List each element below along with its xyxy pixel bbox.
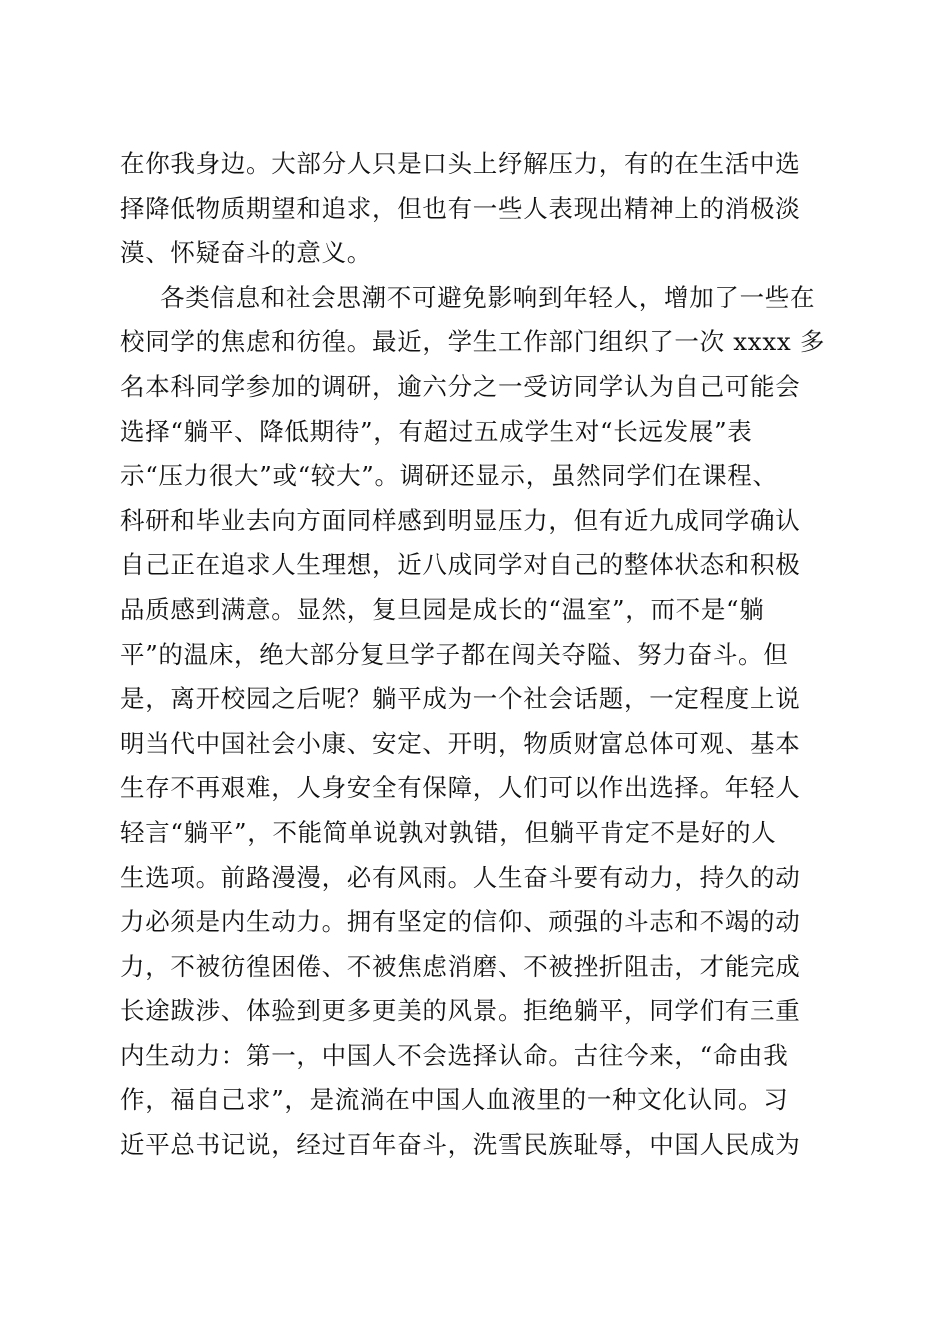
- text-line: 择降低物质期望和追求，但也有一些人表现出精神上的消极淡: [120, 193, 801, 223]
- text-line: 力必须是内生动力。拥有坚定的信仰、顽强的斗志和不竭的动: [120, 907, 801, 937]
- text-line: 生存不再艰难，人身安全有保障，人们可以作出选择。年轻人: [120, 773, 801, 803]
- text-line: 校同学的焦虑和彷徨。最近，学生工作部门组织了一次 xxxx 多: [120, 327, 826, 357]
- text-line: 在你我身边。大部分人只是口头上纾解压力，有的在生活中选: [120, 149, 801, 178]
- text-line: 轻言“躺平”，不能简单说孰对孰错，但躺平肯定不是好的人: [120, 817, 777, 847]
- text-line: 长途跋涉、体验到更多更美的风景。拒绝躺平，同学们有三重: [120, 996, 801, 1026]
- text-line: 生选项。前路漫漫，必有风雨。人生奋斗要有动力，持久的动: [120, 862, 801, 892]
- text-line: 力，不被彷徨困倦、不被焦虑消磨、不被挫折阻击，才能完成: [120, 951, 801, 981]
- text-line: 漠、怀疑奋斗的意义。: [120, 238, 372, 268]
- text-line: 名本科同学参加的调研，逾六分之一受访同学认为自己可能会: [120, 371, 801, 401]
- text-line: 品质感到满意。显然，复旦园是成长的“温室”，而不是“躺: [120, 594, 765, 624]
- text-line: 内生动力：第一，中国人不会选择认命。古往今来，“命由我: [120, 1040, 789, 1070]
- text-line: 明当代中国社会小康、安定、开明，物质财富总体可观、基本: [120, 728, 801, 758]
- text-line: 示“压力很大”或“较大”。调研还显示，虽然同学们在课程、: [120, 461, 778, 491]
- text-line: 选择“躺平、降低期待”，有超过五成学生对“长远发展”表: [120, 416, 753, 446]
- text-line: 自己正在追求人生理想，近八成同学对自己的整体状态和积极: [120, 550, 801, 580]
- paragraph-2: [120, 276, 840, 1168]
- text-line: 是，离开校园之后呢？躺平成为一个社会话题，一定程度上说: [120, 684, 801, 714]
- text-line: 各类信息和社会思潮不可避免影响到年轻人，增加了一些在: [160, 282, 816, 312]
- text-line: 作，福自己求”，是流淌在中国人血液里的一种文化认同。习: [120, 1085, 789, 1115]
- text-line: 平”的温床，绝大部分复旦学子都在闯关夺隘、努力奋斗。但: [120, 639, 789, 669]
- paragraph-1: [120, 142, 840, 276]
- text-line: 近平总书记说，经过百年奋斗，洗雪民族耻辱，中国人民成为: [120, 1130, 801, 1160]
- text-line: 科研和毕业去向方面同样感到明显压力，但有近九成同学确认: [120, 505, 801, 535]
- document-body: [120, 142, 840, 1168]
